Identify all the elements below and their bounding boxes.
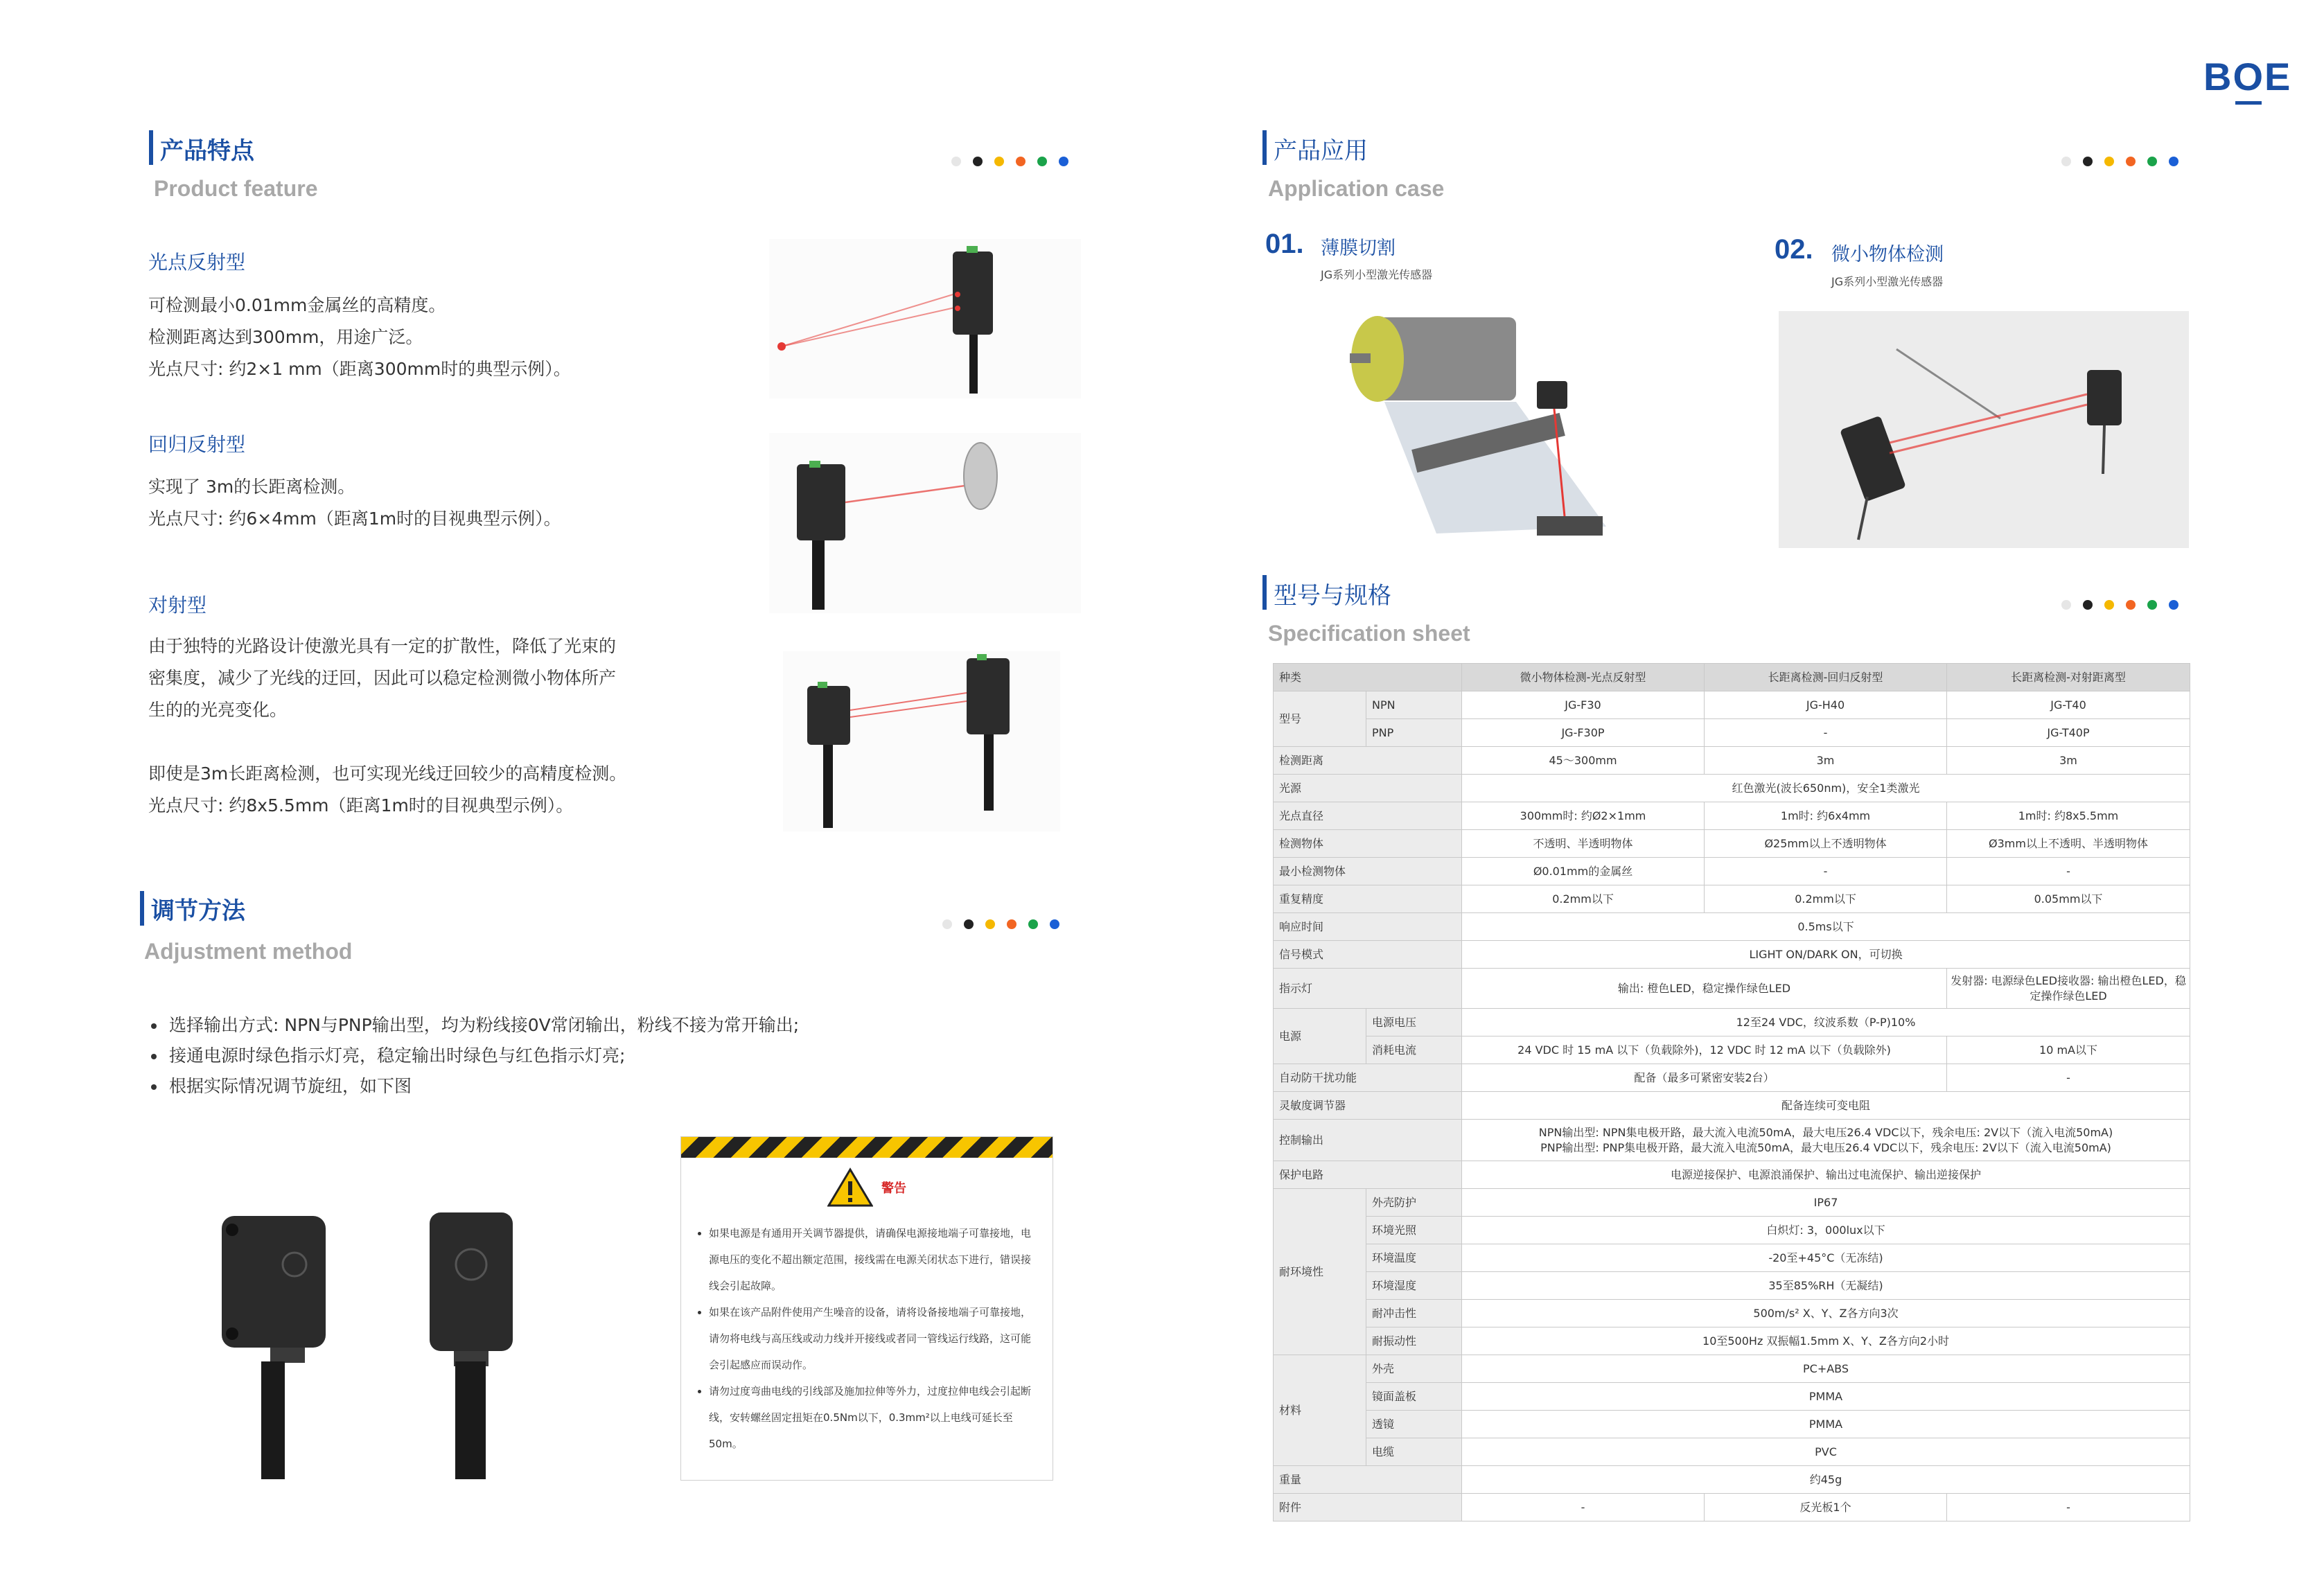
- adjust-title: 调节方法: [151, 897, 245, 925]
- color-dot: [973, 157, 983, 166]
- case-title: 薄膜切割: [1321, 238, 1396, 259]
- warning-item: • 如果在该产品附件使用产生噪音的设备，请将设备接地端子可靠接地，请勿将电线与高压线或动力线并开接线或者同一管线运行线路，这可能会引起感应而误动作。: [709, 1299, 1037, 1378]
- color-dot: [942, 919, 952, 929]
- case-title: 微小物体检测: [1831, 244, 1944, 265]
- table-row: 光点直径 300mm时: 约Ø2×1mm 1m时: 约6x4mm 1m时: 约8x5.5mm: [1274, 802, 2190, 830]
- table-row: 重复精度 0.2mm以下 0.2mm以下 0.05mm以下: [1274, 885, 2190, 913]
- application-title: 产品应用: [1274, 137, 1368, 165]
- warning-box: [680, 1136, 1053, 1481]
- table-row: 种类 微小物体检测-光点反射型 长距离检测-回归反射型 长距离检测-对射距离型: [1274, 664, 2190, 691]
- table-row: 重量 约45g: [1274, 1466, 2190, 1494]
- table-row: 光源 红色激光(波长650nm)，安全1类激光: [1274, 775, 2190, 802]
- table-row: 耐振动性 10至500Hz 双振幅1.5mm X、Y、Z各方向2小时: [1274, 1327, 2190, 1355]
- table-row: 检测距离 45～300mm 3m 3m: [1274, 747, 2190, 775]
- table-row: 附件 - 反光板1个 -: [1274, 1494, 2190, 1521]
- color-dot: [1007, 919, 1016, 929]
- warning-icon: [827, 1167, 873, 1208]
- color-dot: [994, 157, 1004, 166]
- feature-item-title: 光点反射型: [148, 251, 246, 274]
- color-dot: [2083, 600, 2093, 610]
- table-row: 耐环境性 外壳防护 IP67: [1274, 1189, 2190, 1217]
- case-number: 02.: [1775, 234, 1813, 265]
- table-row: 电缆 PVC: [1274, 1438, 2190, 1466]
- color-dot: [1016, 157, 1025, 166]
- table-row: 环境温度 -20至+45°C（无冻结): [1274, 1244, 2190, 1272]
- feature-item-body: 可检测最小0.01mm金属丝的高精度。 检测距离达到300mm，用途广泛。 光点尺寸: 约2×1 mm（距离300mm时的典型示例）。: [148, 295, 571, 379]
- table-row: 响应时间 0.5ms以下: [1274, 913, 2190, 941]
- film-cutting-image: [1274, 298, 1675, 556]
- table-row: 电源 电源电压 12至24 VDC，纹波系数（P-P)10%: [1274, 1009, 2190, 1036]
- spot-reflect-sensor-image: [769, 239, 1081, 398]
- warning-label: 警告: [881, 1181, 906, 1196]
- color-dot: [2061, 157, 2071, 166]
- color-dot: [2126, 157, 2136, 166]
- color-dot: [2169, 600, 2178, 610]
- color-dot: [2061, 600, 2071, 610]
- table-row: 消耗电流 24 VDC 时 15 mA 以下（负载除外)，12 VDC 时 12 mA 以下（负载除外) 10 mA以下: [1274, 1036, 2190, 1064]
- color-dots: [951, 157, 1068, 166]
- table-row: PNP JG-F30P - JG-T40P: [1274, 719, 2190, 747]
- feature-title: 产品特点: [160, 137, 254, 165]
- retro-reflect-sensor-image: [769, 433, 1081, 613]
- case-subtitle: JG系列小型激光传感器: [1831, 275, 1944, 288]
- color-dot: [1037, 157, 1047, 166]
- table-row: 检测物体 不透明、半透明物体 Ø25mm以上不透明物体 Ø3mm以上不透明、半透明物体: [1274, 830, 2190, 858]
- feature-item-title: 回归反射型: [148, 433, 246, 456]
- color-dot: [2147, 600, 2157, 610]
- color-dot: [1028, 919, 1038, 929]
- section-marker: [149, 130, 153, 165]
- color-dot: [2147, 157, 2157, 166]
- table-row: 环境光照 白炽灯: 3，000lux以下: [1274, 1217, 2190, 1244]
- table-row: 透镜 PMMA: [1274, 1411, 2190, 1438]
- color-dot: [951, 157, 961, 166]
- section-marker: [1262, 130, 1267, 165]
- list-item: • 接通电源时绿色指示灯亮，稳定输出时绿色与红色指示灯亮;: [166, 1041, 799, 1071]
- color-dot: [2169, 157, 2178, 166]
- through-beam-sensor-image: [783, 651, 1060, 831]
- table-row: 材料 外壳 PC+ABS: [1274, 1355, 2190, 1383]
- table-row: 灵敏度调节器 配备连续可变电阻: [1274, 1092, 2190, 1120]
- color-dot: [1050, 919, 1059, 929]
- feature-subtitle: Product feature: [154, 176, 318, 201]
- list-item: • 选择输出方式: NPN与PNP输出型，均为粉线接0V常闭输出，粉线不接为常开输出;: [166, 1010, 799, 1041]
- spec-subtitle: Specification sheet: [1268, 621, 1470, 646]
- spec-title: 型号与规格: [1274, 582, 1391, 610]
- color-dot: [964, 919, 974, 929]
- color-dots: [942, 919, 1059, 929]
- small-object-detection-image: [1779, 311, 2189, 548]
- table-row: 自动防干扰功能 配备（最多可紧密安装2台） -: [1274, 1064, 2190, 1092]
- section-marker: [1262, 575, 1267, 610]
- table-row: 控制输出 NPN输出型: NPN集电极开路，最大流入电流50mA，最大电压26.4 VDC以下，残余电压: 2V以下（流入电流50mA) PNP输出型: PNP集电极开路，最大流入电流50mA，最大电压26.4 VDC以下，残余电压: 2V以下（流入电流50mA): [1274, 1120, 2190, 1161]
- case-number: 01.: [1265, 229, 1304, 259]
- color-dot: [2126, 600, 2136, 610]
- warning-item: • 请勿过度弯曲电线的引线部及施加拉伸等外力，过度拉伸电线会引起断线，安转螺丝固定扭矩在0.5Nm以下，0.3mm²以上电线可延长至50m。: [709, 1378, 1037, 1457]
- feature-item-body: 由于独特的光路设计使激光具有一定的扩散性，降低了光束的 密集度，减少了光线的迂回，因此可以稳定检测微小物体所产 生的的光亮变化。 即使是3m长距离检测，也可实现光线迂回较少的高精度检测。 光点尺寸: 约8x5.5mm（距离1m时的目视典型示例）。: [148, 636, 627, 815]
- adjust-bullet-list: [146, 1010, 799, 1102]
- table-row: 镜面盖板 PMMA: [1274, 1383, 2190, 1411]
- color-dots: [2061, 600, 2178, 610]
- feature-item-body: 实现了 3m的长距离检测。 光点尺寸: 约6×4mm（距离1m时的目视典型示例）。: [148, 477, 561, 529]
- warning-item: • 如果电源是有通用开关调节器提供，请确保电源接地端子可靠接地，电源电压的变化不超出额定范围，接线需在电源关闭状态下进行，错误接线会引起故障。: [709, 1220, 1037, 1299]
- color-dot: [2083, 157, 2093, 166]
- table-row: 环境湿度 35至85%RH（无凝结): [1274, 1272, 2190, 1300]
- table-row: 保护电路 电源逆接保护、电源浪涌保护、输出过电流保护、输出逆接保护: [1274, 1161, 2190, 1189]
- color-dots: [2061, 157, 2178, 166]
- list-item: • 根据实际情况调节旋纽，如下图: [166, 1071, 799, 1102]
- table-row: 信号模式 LIGHT ON/DARK ON，可切换: [1274, 941, 2190, 969]
- table-row: 耐冲击性 500m/s² X、Y、Z各方向3次: [1274, 1300, 2190, 1327]
- hazard-stripe: [681, 1137, 1053, 1158]
- table-row: 型号 NPN JG-F30 JG-H40 JG-T40: [1274, 691, 2190, 719]
- sensor-knob-image: [218, 1206, 544, 1483]
- color-dot: [1059, 157, 1068, 166]
- application-subtitle: Application case: [1268, 176, 1445, 201]
- section-marker: [140, 891, 144, 926]
- feature-item-title: 对射型: [148, 594, 207, 617]
- adjust-subtitle: Adjustment method: [144, 939, 353, 964]
- color-dot: [985, 919, 995, 929]
- boe-logo: BOE: [2203, 55, 2292, 98]
- color-dot: [2104, 600, 2114, 610]
- case-subtitle: JG系列小型激光传感器: [1321, 268, 1433, 281]
- spec-table: [1273, 663, 2190, 1521]
- table-row: 指示灯 输出: 橙色LED，稳定操作绿色LED 发射器: 电源绿色LED接收器: 输出橙色LED，稳定操作绿色LED: [1274, 969, 2190, 1009]
- color-dot: [2104, 157, 2114, 166]
- table-row: 最小检测物体 Ø0.01mm的金属丝 - -: [1274, 858, 2190, 885]
